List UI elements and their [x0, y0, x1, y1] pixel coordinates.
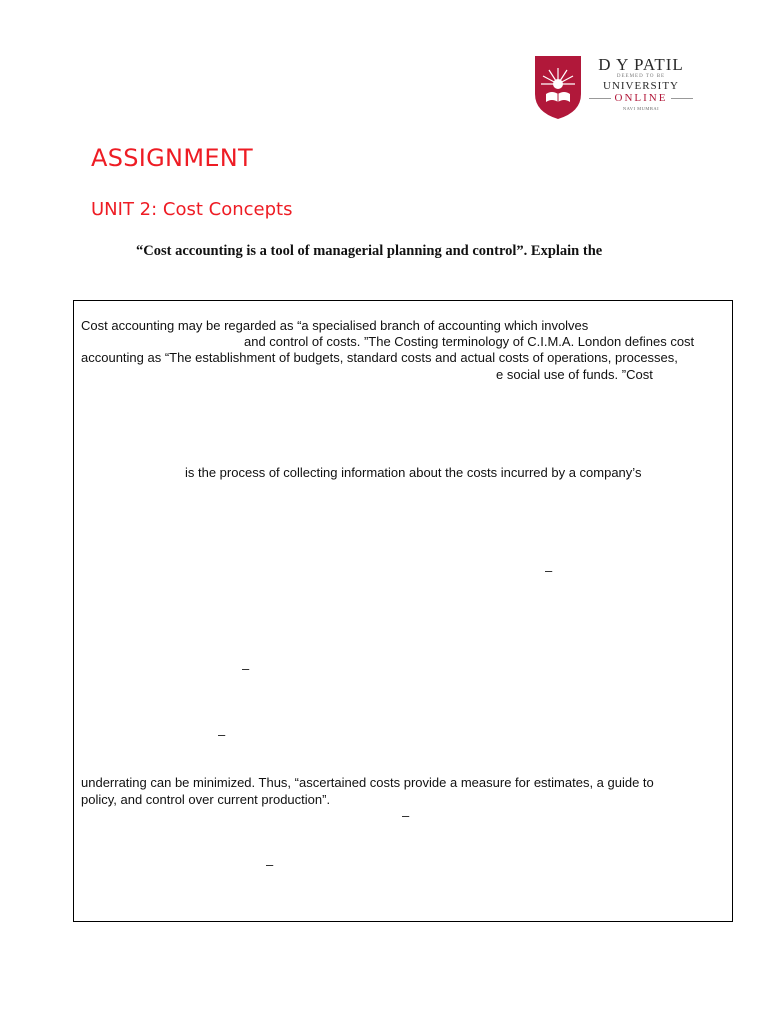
answer-line: accounting as “The establishment of budgets, standard costs and actual costs of operations, processes,: [81, 350, 678, 365]
answer-dash: –: [266, 857, 274, 872]
logo-online: ONLINE: [614, 92, 668, 104]
answer-line: and control of costs. ”The Costing terminology of C.I.M.A. London defines cost: [244, 334, 695, 349]
answer-dash: –: [242, 661, 250, 676]
answer-line: Cost accounting may be regarded as “a specialised branch of accounting which involves: [81, 318, 589, 333]
answer-line: is the process of collecting information about the costs incurred by a company’s: [185, 465, 642, 480]
answer-dash: –: [545, 563, 553, 578]
answer-line: underrating can be minimized. Thus, “ascertained costs provide a measure for estimates, a guide to: [81, 775, 654, 790]
answer-line: policy, and control over current production”.: [81, 792, 331, 807]
answer-line: e social use of funds. ”Cost: [496, 367, 653, 382]
answer-dash: –: [402, 808, 410, 823]
logo-university: UNIVERSITY: [603, 80, 679, 92]
unit-title: UNIT 2: Cost Concepts: [91, 199, 293, 220]
logo-location: NAVI MUMBAI: [622, 106, 660, 111]
assignment-question: “Cost accounting is a tool of managerial planning and control”. Explain the: [136, 243, 603, 259]
logo-rule-left: [589, 98, 611, 99]
logo-online-row: [589, 92, 693, 105]
university-logo: [533, 54, 693, 120]
university-shield-icon: [533, 54, 583, 120]
assignment-title: ASSIGNMENT: [91, 144, 253, 172]
logo-name: D Y PATIL: [598, 55, 684, 74]
answer-dash: –: [218, 727, 226, 742]
logo-deemed: DEEMED TO BE: [616, 74, 666, 79]
answer-box: [73, 300, 733, 922]
logo-rule-right: [671, 98, 693, 99]
logo-wordmark: [589, 56, 693, 112]
